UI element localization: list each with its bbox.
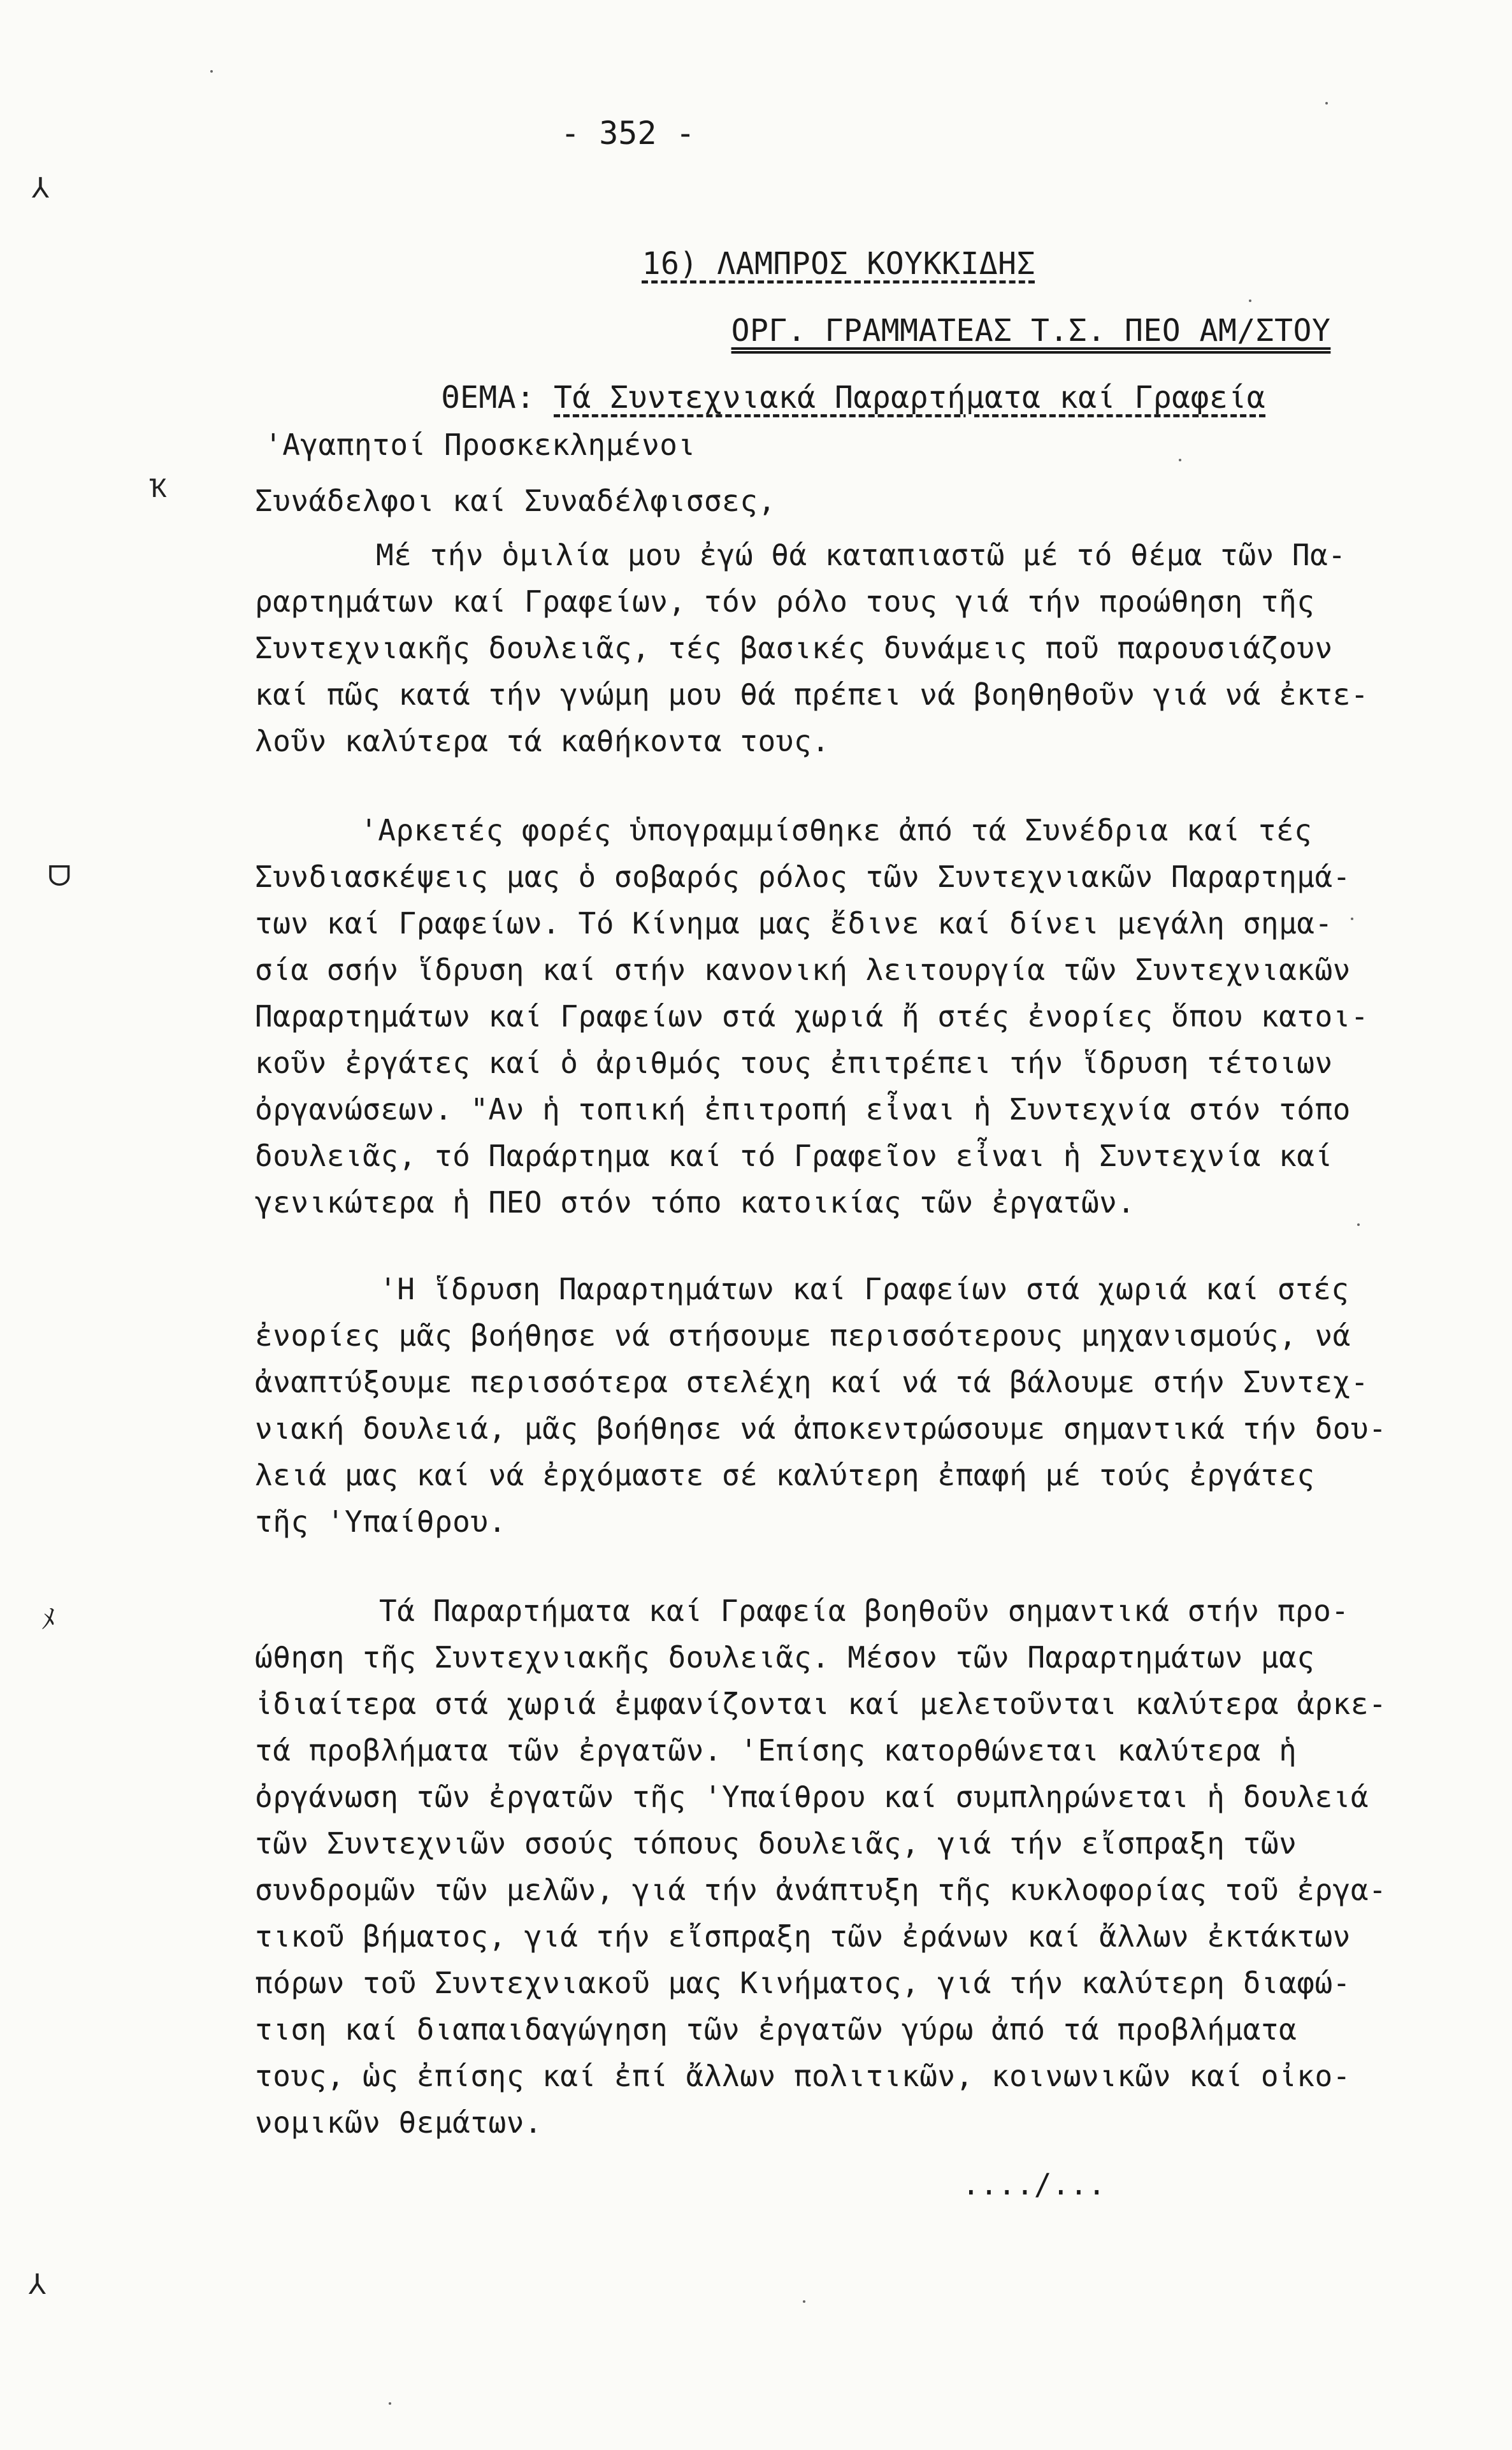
para-4-line-7: συνδρομῶν τῶν μελῶν, γιά τήν ἀνάπτυξη τῆς κυκλοφορίας τοῦ ἐργα- [255,1873,1387,1907]
continuation-mark: ..../... [962,2167,1106,2201]
para-1-line-3: Συντεχνιακῆς δουλειᾶς, τές βασικές δυνάμεις ποῦ παρουσιάζουν [255,631,1333,665]
para-2-line-6: κοῦν ἐργάτες καί ὁ ἀριθμός τους ἐπιτρέπει τήν ἵδρυση τέτοιων [255,1046,1333,1080]
para-2-line-7: ὀργανώσεων. "Αν ἡ τοπική ἐπιτροπή εἶναι ἡ Συντεχνία στόν τόπο [255,1092,1351,1127]
para-2-line-3: των καί Γραφείων. Τό Κίνημα μας ἔδινε καί δίνει μεγάλη σημα- [255,906,1333,940]
para-4-line-2: ώθηση τῆς Συντεχνιακῆς δουλειᾶς. Μέσον τῶν Παραρτημάτων μας [255,1640,1315,1675]
scan-speck [210,70,213,73]
subject-text: Τά Συντεχνιακά Παραρτήματα καί Γραφεία [554,380,1266,415]
para-1-line-2: ραρτημάτων καί Γραφείων, τόν ρόλο τους γιά τήν προώθηση τῆς [255,584,1315,619]
margin-mark-1: ⅄ [32,172,49,205]
scan-speck [1357,1223,1360,1226]
para-3-line-1: 'Η ἵδρυση Παραρτημάτων καί Γραφείων στά χωριά καί στές [379,1272,1350,1306]
para-3-line-3: ἀναπτύξουμε περισσότερα στελέχη καί νά τά βάλουμε στήν Συντεχ- [255,1365,1369,1399]
para-4-line-6: τῶν Συντεχνιῶν σσούς τόπους δουλειᾶς, γιά τήν εἴσπραξη τῶν [255,1826,1297,1861]
scan-speck [1325,102,1328,104]
para-2-line-5: Παραρτημάτων καί Γραφείων στά χωριά ἤ στές ἐνορίες ὅπου κατοι- [255,999,1369,1034]
margin-mark-5: ⅄ [29,2268,46,2301]
para-2-line-4: σία σσήν ἵδρυση καί στήν κανονική λειτουργία τῶν Συντεχνιακῶν [255,953,1351,987]
para-4-line-4: τά προβλήματα τῶν ἐργατῶν. 'Επίσης κατορθώνεται καλύτερα ἡ [255,1733,1297,1768]
para-4-line-11: τους, ὡς ἐπίσης καί ἐπί ἄλλων πολιτικῶν, κοινωνικῶν καί οἰκο- [255,2059,1351,2093]
scan-speck [1249,299,1251,302]
para-2-line-1: 'Αρκετές φορές ὑπογραμμίσθηκε ἀπό τά Συνέδρια καί τές [360,813,1313,847]
para-1-line-1: Μέ τήν ὁμιλία μου ἐγώ θά καταπιαστῶ μέ τό θέμα τῶν Πα- [376,538,1346,572]
para-3-line-2: ἐνορίες μᾶς βοήθησε νά στήσουμε περισσότερους μηχανισμούς, νά [255,1318,1351,1353]
scan-speck [1179,459,1181,461]
para-2-line-2: Συνδιασκέψεις μας ὁ σοβαρός ρόλος τῶν Συντεχνιακῶν Παραρτημά- [255,860,1351,894]
para-4-line-1: Τά Παραρτήματα καί Γραφεία βοηθοῦν σημαντικά στήν προ- [379,1594,1350,1628]
scan-speck [1351,918,1353,920]
margin-mark-3: ﾒ [41,1603,55,1636]
para-4-line-9: πόρων τοῦ Συντεχνιακοῦ μας Κινήματος, γιά τήν καλύτερη διαφώ- [255,1966,1351,2000]
salutation-line-2: Συνάδελφοι καί Συναδέλφισσες, [255,484,776,518]
para-2-line-8: δουλειᾶς, τό Παράρτημα καί τό Γραφεῖον εἶναι ἡ Συντεχνία καί [255,1139,1333,1173]
para-4-line-5: ὀργάνωση τῶν ἐργατῶν τῆς 'Υπαίθρου καί συμπληρώνεται ἡ δουλειά [255,1780,1369,1814]
para-3-line-6: τῆς 'Υπαίθρου. [255,1504,507,1539]
scan-speck [389,2402,391,2405]
margin-mark-4: Ҡ [150,472,167,504]
para-4-line-3: ἰδιαίτερα στά χωριά ἐμφανίζονται καί μελετοῦνται καλύτερα ἀρκε- [255,1687,1387,1721]
salutation-line-1: 'Αγαπητοί Προσκεκλημένοι [264,428,696,462]
para-1-line-4: καί πῶς κατά τήν γνώμη μου θά πρέπει νά βοηθηθοῦν γιά νά ἐκτε- [255,677,1369,712]
para-4-line-10: τιση καί διαπαιδαγώγηση τῶν ἐργατῶν γύρω ἀπό τά προβλήματα [255,2012,1297,2047]
page-number: - 352 - [561,115,695,152]
para-3-line-4: νιακή δουλειά, μᾶς βοήθησε νά ἀποκεντρώσουμε σημαντικά τήν δου- [255,1411,1387,1446]
subject-label: ΘΕΜΑ: [441,380,535,415]
para-4-line-8: τικοῦ βήματος, γιά τήν εἴσπραξη τῶν ἐράνων καί ἄλλων ἐκτάκτων [255,1919,1351,1954]
para-1-line-5: λοῦν καλύτερα τά καθήκοντα τους. [255,724,830,758]
speaker-name: 16) ΛΑΜΠΡΟΣ ΚΟΥΚΚΙΔΗΣ [642,246,1035,282]
speaker-role: ΟΡΓ. ΓΡΑΜΜΑΤΕΑΣ Τ.Σ. ΠΕΟ ΑΜ/ΣΤΟΥ [731,313,1331,349]
scan-speck [803,2300,805,2303]
para-4-line-12: νομικῶν θεμάτων. [255,2105,543,2140]
para-2-line-9: γενικώτερα ἡ ΠΕΟ στόν τόπο κατοικίας τῶν ἐργατῶν. [255,1185,1135,1220]
margin-mark-2: ᗜ [48,860,71,893]
para-3-line-5: λειά μας καί νά ἐρχόμαστε σέ καλύτερη ἐπαφή μέ τούς ἐργάτες [255,1458,1315,1492]
